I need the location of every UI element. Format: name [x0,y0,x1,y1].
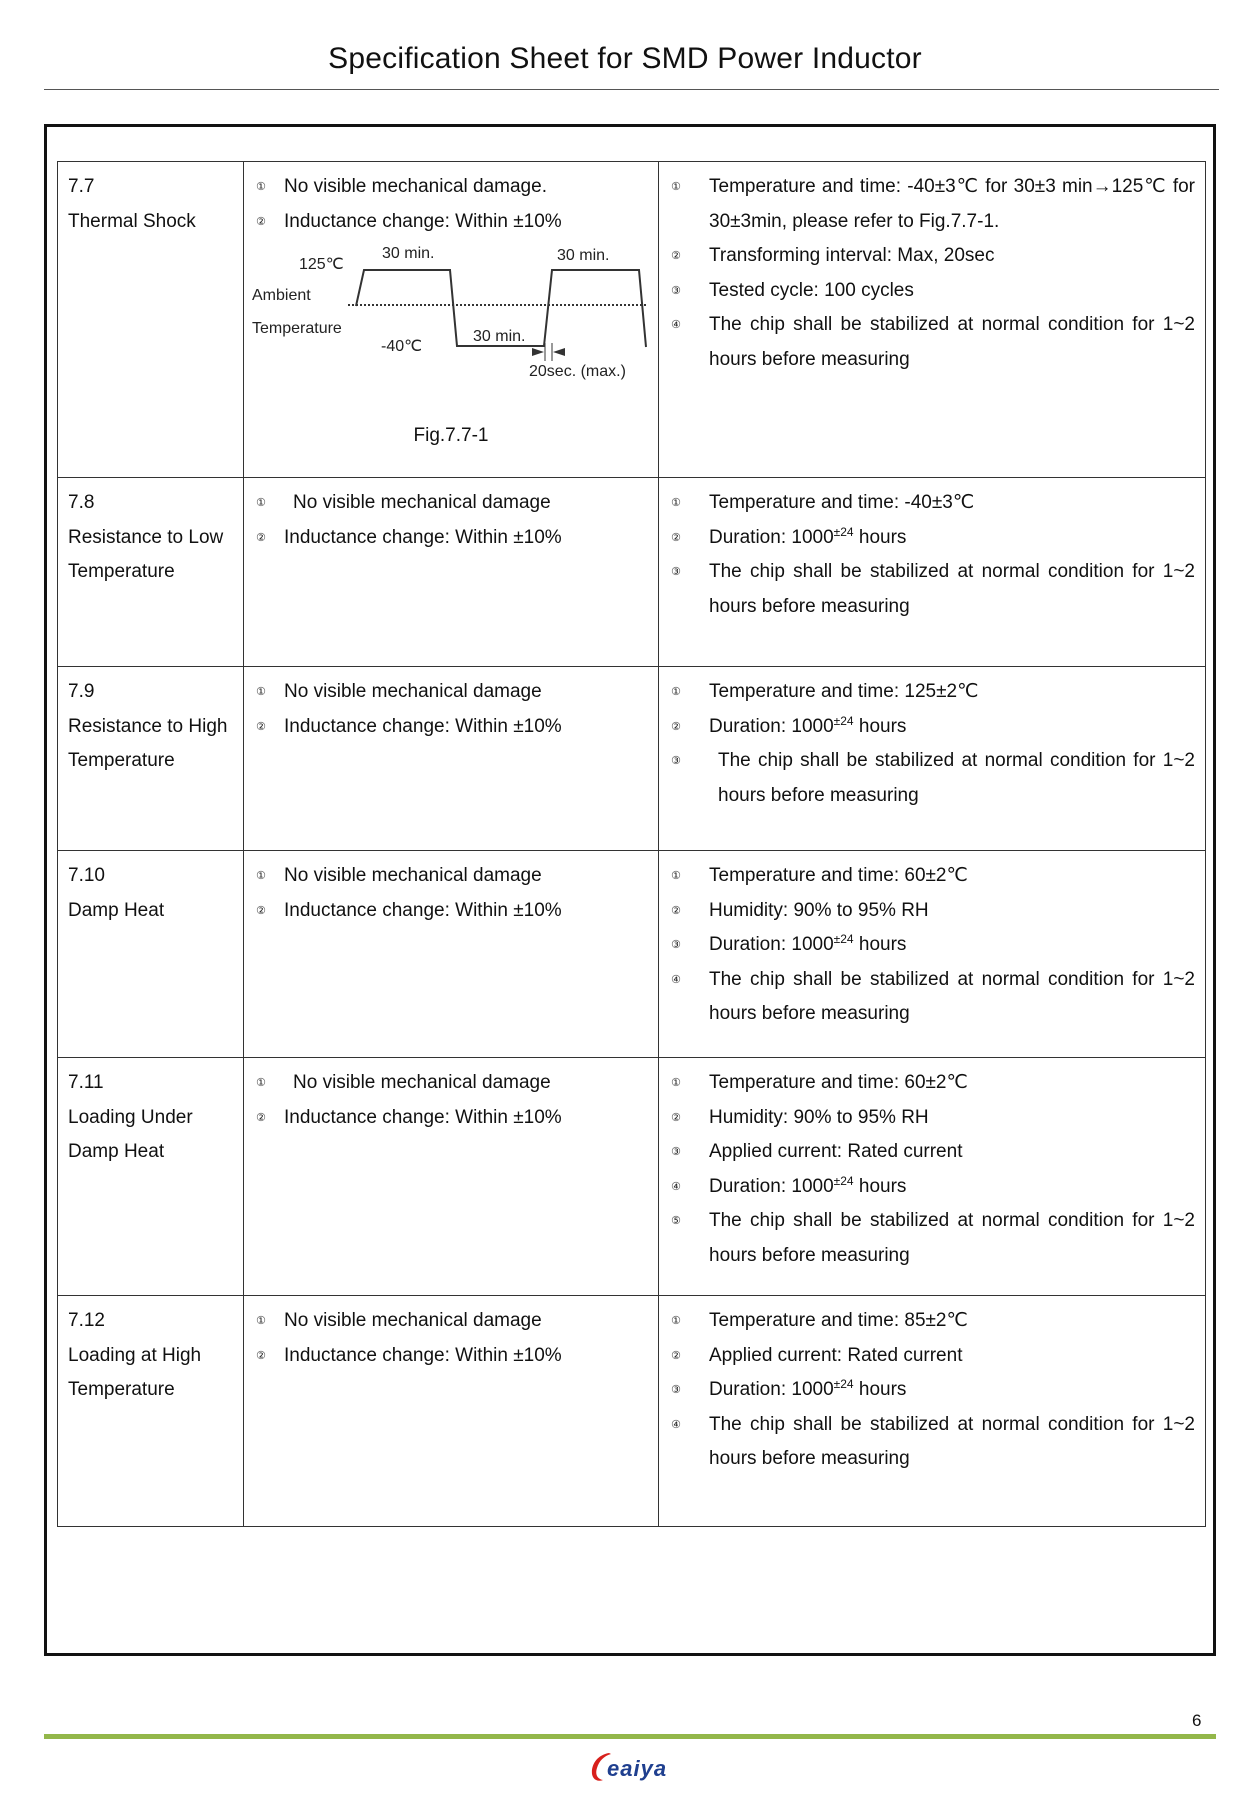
condition-text: Duration: $1000^{\pm 24}$ hours [709,1173,907,1197]
condition-text: Temperature and time: 125±2℃ [709,681,979,702]
bullet: ② [671,904,681,917]
test-title: Thermal Shock [68,210,196,232]
test-item-cell [58,1296,244,1527]
table-row [58,851,1206,1058]
company-logo [585,1747,695,1787]
requirement-cell [244,1058,659,1296]
condition-text: Temperature and time: 60±2℃ [709,865,968,886]
bullet: ① [671,1315,681,1327]
list-item [669,1101,1195,1136]
list-item [669,1339,1195,1374]
label-ambient-temperature: Temperature [252,320,342,337]
list-item [669,274,1195,309]
test-number: 7.10 [68,865,105,886]
list-item [669,486,1195,521]
list-item [669,744,1195,813]
condition-text: Humidity: 90% to 95% RH [709,1106,929,1128]
list-item [669,239,1195,274]
test-item-cell [58,851,244,1058]
bullet: ① [671,181,681,193]
condition-text: Transforming interval: Max, 20sec [709,245,995,266]
bullet: ② [256,720,266,733]
list-item [669,710,1195,745]
interval-arrow-left [532,348,544,356]
list-item [669,1135,1195,1170]
bullet: ② [256,531,266,544]
test-title: Temperature [68,750,175,771]
bullet: ④ [671,1418,681,1431]
bullet: ④ [671,973,681,986]
list-item [669,963,1195,1032]
condition-text: The chip shall be stabilized at normal condition for 1~2 hours before measuring [709,1413,1195,1469]
list-item [254,170,648,205]
list-item [254,859,648,894]
logo-text: eaiya [607,1756,668,1781]
bullet: ① [671,497,681,509]
list-item [669,1170,1195,1205]
condition-text: Duration: $1000^{\pm 24}$ hours [709,524,907,548]
table-row [58,667,1206,851]
bullet: ① [256,1077,266,1089]
bullet: ② [671,720,681,733]
test-item-cell [58,478,244,667]
bullet: ① [256,1315,266,1327]
condition-text: Duration: $1000^{\pm 24}$ hours [709,932,907,955]
tolerance-superscript: ±24 [833,1173,854,1188]
requirement-text: No visible mechanical damage. [284,176,547,197]
condition-text: Humidity: 90% to 95% RH [709,899,929,921]
footer-divider [44,1734,1216,1739]
bullet: ① [671,1077,681,1089]
requirement-cell [244,478,659,667]
bullet: ① [671,870,681,882]
list-item [254,521,648,556]
bullet: ② [256,215,266,228]
bullet: ① [256,686,266,698]
test-title: Resistance to High [68,715,228,737]
tolerance-superscript: ±24 [833,524,854,539]
test-number: 7.9 [68,681,95,702]
requirement-text: No visible mechanical damage [284,865,542,886]
bullet: ② [671,250,681,262]
condition-cell [659,1296,1206,1527]
interval-arrow-right [553,348,565,356]
bullet: ③ [671,284,681,297]
thermal-cycle-diagram [252,239,652,415]
bullet: ① [256,181,266,193]
requirement-text: Inductance change: Within ±10% [284,526,562,548]
list-item [254,675,648,710]
requirement-text: Inductance change: Within ±10% [284,1344,562,1366]
test-title: Loading at High [68,1344,202,1366]
condition-text: Duration: $1000^{\pm 24}$ hours [709,1377,907,1400]
table-row [58,162,1206,478]
page-number: 6 [1192,1711,1202,1730]
condition-text: The chip shall be stabilized at normal condition for 1~2 hours before measuring [709,968,1195,1024]
condition-text: Temperature and time: 60±2℃ [709,1072,968,1093]
list-item [669,555,1195,624]
requirement-cell [244,162,659,478]
header-divider [44,89,1219,90]
label-high-temp: 125℃ [299,256,344,273]
test-title: Temperature [68,561,175,582]
test-title: Temperature [68,1379,175,1400]
list-item [254,486,648,521]
bullet: ① [256,870,266,882]
requirement-cell [244,667,659,851]
bullet: ② [256,1111,266,1124]
bullet: ② [671,531,681,544]
bullet: ① [256,497,266,509]
requirement-cell [244,1296,659,1527]
tolerance-superscript: ±24 [833,1377,854,1391]
condition-cell [659,162,1206,478]
list-item [669,859,1195,894]
test-title: Resistance to Low [68,526,224,548]
list-item [669,1408,1195,1477]
requirement-text: No visible mechanical damage [284,681,542,702]
requirement-text: Inductance change: Within ±10% [284,1106,562,1128]
list-item [254,894,648,929]
bullet: ② [671,1111,681,1124]
table-row [58,1058,1206,1296]
list-item [669,1373,1195,1408]
test-title: Loading Under [68,1106,193,1128]
test-number: 7.8 [68,492,95,513]
test-number: 7.12 [68,1310,105,1331]
bullet: ③ [671,755,681,767]
list-item [669,675,1195,710]
table-row [58,478,1206,667]
label-low-temp: -40℃ [381,338,423,355]
test-title: Damp Heat [68,899,165,921]
test-number: 7.11 [68,1072,104,1093]
table-row [58,1296,1206,1527]
requirement-text: Inductance change: Within ±10% [284,210,562,232]
bullet: ⑤ [671,1215,681,1227]
bullet: ③ [671,939,681,951]
requirement-text: Inductance change: Within ±10% [284,715,562,737]
test-item-cell [58,1058,244,1296]
tolerance-superscript: ±24 [833,932,854,946]
bullet: ② [671,1349,681,1362]
spec-table [57,161,1206,1527]
list-item [254,205,648,240]
condition-text: Temperature and time: -40±3℃ [709,492,975,513]
list-item [254,710,648,745]
condition-cell [659,851,1206,1058]
list-item [254,1339,648,1374]
list-item [669,1204,1195,1273]
requirement-cell [244,851,659,1058]
condition-text: Temperature and time: 85±2℃ [709,1310,968,1331]
bullet: ② [256,1349,266,1362]
requirement-text: No visible mechanical damage [284,1310,542,1331]
label-top-duration-1: 30 min. [382,245,435,262]
test-item-cell [58,162,244,478]
list-item [254,1304,648,1339]
thermal-shock-figure [252,239,648,415]
condition-cell [659,478,1206,667]
condition-text: Duration: $1000^{\pm 24}$ hours [709,713,907,737]
requirement-text: Inductance change: Within ±10% [284,899,562,921]
list-item [254,1101,648,1136]
list-item [254,1066,648,1101]
requirement-text: No visible mechanical damage [293,492,551,513]
test-number: 7.7 [68,176,95,197]
bullet: ④ [671,1180,681,1193]
list-item [669,1304,1195,1339]
condition-text: The chip shall be stabilized at normal condition for 1~2 hours before measuring [709,561,1195,617]
page-title: Specification Sheet for SMD Power Inductor [328,42,922,75]
list-item [669,894,1195,929]
label-interval: 20sec. (max.) [529,363,626,380]
condition-cell [659,1058,1206,1296]
list-item [669,928,1195,963]
list-item [669,308,1195,377]
condition-cell [659,667,1206,851]
list-item [669,1066,1195,1101]
list-item [669,521,1195,556]
condition-text: The chip shall be stabilized at normal condition for 1~2 hours before measuring [709,1210,1195,1266]
condition-text: Temperature and time: -40±3℃ for 30±3 min→125℃ for 30±3min, please refer to Fig.7.7-1. [709,176,1195,232]
condition-text: Tested cycle: 100 cycles [709,279,914,301]
condition-text: The chip shall be stabilized at normal condition for 1~2 hours before measuring [718,750,1195,806]
condition-text: Applied current: Rated current [709,1141,963,1162]
bullet: ④ [671,319,681,331]
list-item [669,170,1195,239]
bullet: ③ [671,1146,681,1158]
test-item-cell [58,667,244,851]
condition-text: Applied current: Rated current [709,1344,963,1366]
bullet: ③ [671,566,681,578]
bullet: ③ [671,1384,681,1396]
condition-text: The chip shall be stabilized at normal condition for 1~2 hours before measuring [709,314,1195,370]
tolerance-superscript: ±24 [833,713,854,728]
bullet: ② [256,904,266,917]
bullet: ① [671,686,681,698]
figure-caption: Fig.7.7-1 [413,425,489,446]
label-bottom-duration: 30 min. [473,328,526,345]
label-ambient: Ambient [252,287,311,304]
requirement-text: No visible mechanical damage [293,1072,551,1093]
test-title: Damp Heat [68,1141,165,1162]
label-top-duration-2: 30 min. [557,247,610,264]
